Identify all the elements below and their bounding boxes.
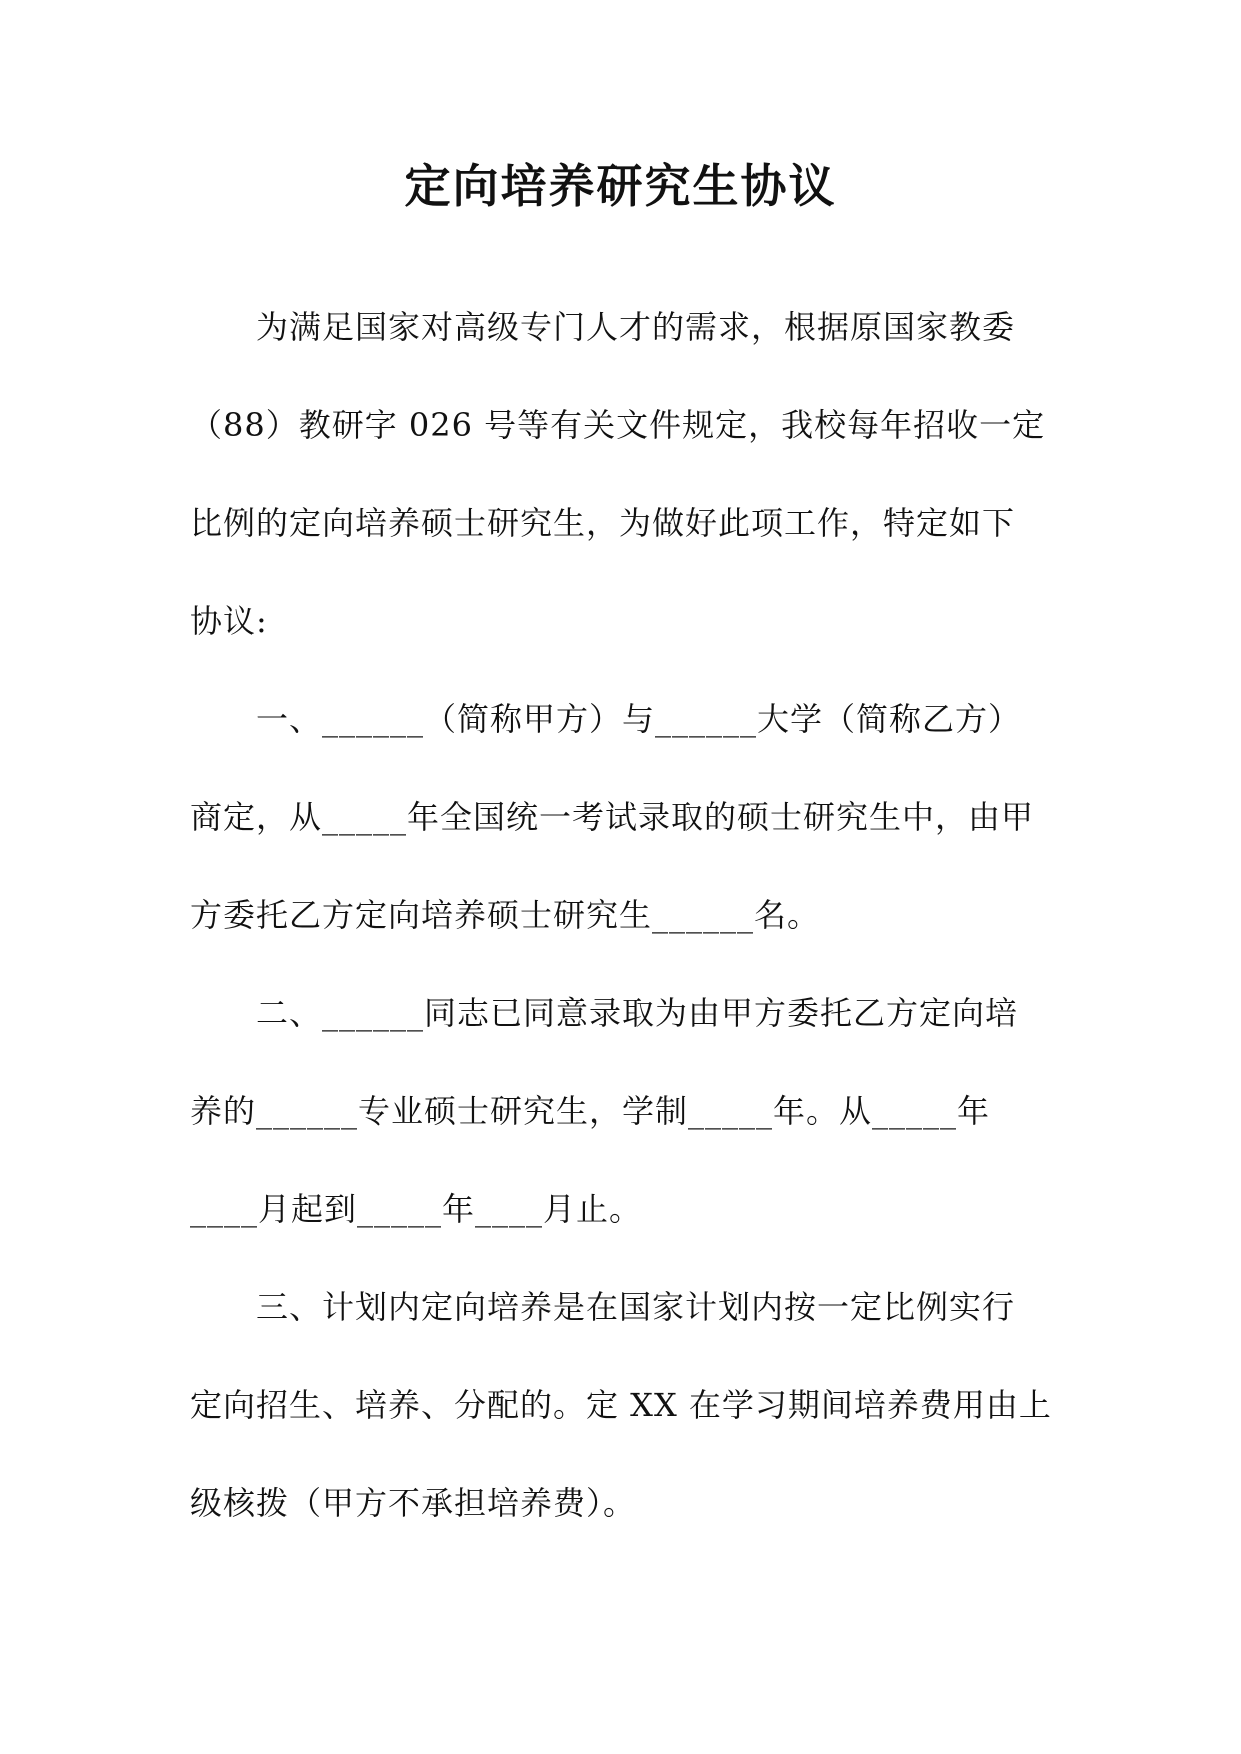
clause-3-line-2: 定向招生、培养、分配的。定 XX 在学习期间培养费用由上 <box>190 1386 1052 1424</box>
paragraph-1-line-3: 比例的定向培养硕士研究生，为做好此项工作，特定如下 <box>190 504 1016 542</box>
clause-1-line-3: 方委托乙方定向培养硕士研究生______名。 <box>190 896 821 934</box>
clause-1-line-1: 一、______（简称甲方）与______大学（简称乙方） <box>256 700 1022 738</box>
clause-3-line-3: 级核拨（甲方不承担培养费）。 <box>190 1484 637 1522</box>
paragraph-1-line-4: 协议: <box>190 602 268 640</box>
paragraph-1-line-1: 为满足国家对高级专门人才的需求，根据原国家教委 <box>256 308 1016 346</box>
document-body <box>190 302 1050 1576</box>
clause-1-line-2: 商定，从_____年全国统一考试录取的硕士研究生中，由甲 <box>190 798 1035 836</box>
clause-3-line-1: 三、计划内定向培养是在国家计划内按一定比例实行 <box>256 1288 1016 1326</box>
clause-2-line-2: 养的______专业硕士研究生，学制_____年。从_____年 <box>190 1092 991 1130</box>
clause-2-line-1: 二、______同志已同意录取为由甲方委托乙方定向培 <box>256 994 1019 1032</box>
clause-2-line-3: ____月起到_____年____月止。 <box>190 1190 643 1228</box>
paragraph-1-line-2: （88）教研字 026 号等有关文件规定，我校每年招收一定 <box>190 406 1046 444</box>
document-title: 定向培养研究生协议 <box>404 159 837 213</box>
